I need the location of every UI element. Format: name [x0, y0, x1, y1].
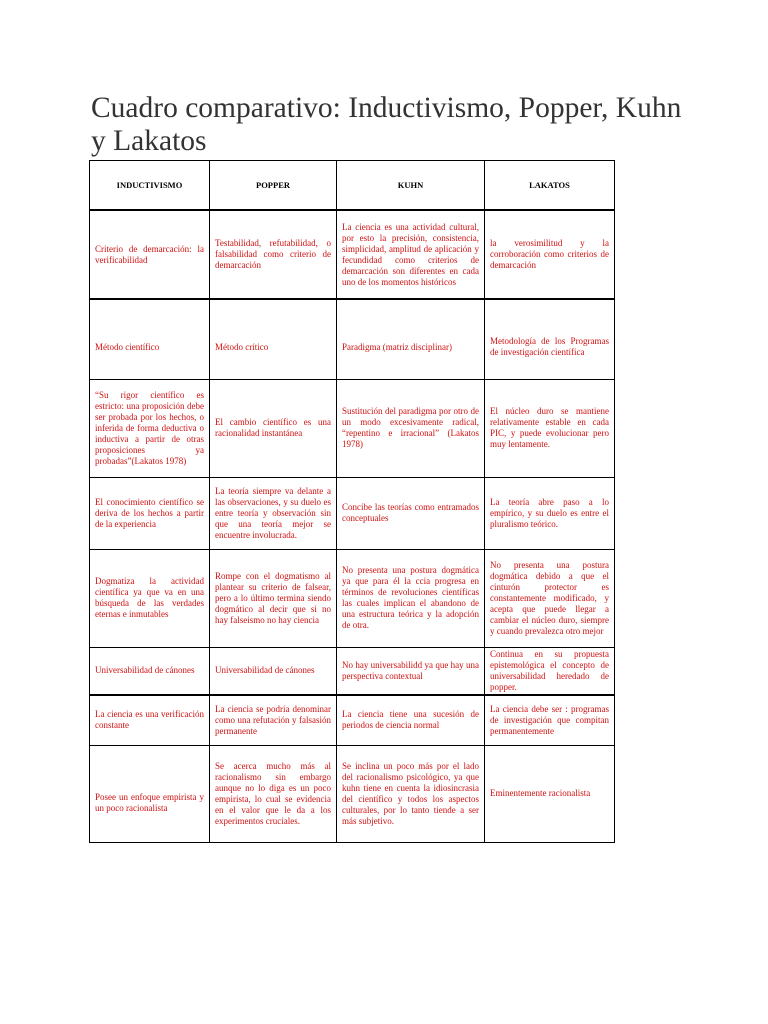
cell-kuhn: Concibe las teorías como entramados conceptuales	[337, 477, 485, 549]
cell-inductivismo: El conocimiento científico se deriva de los hechos a partir de la experiencia	[90, 477, 210, 549]
comparison-table	[89, 160, 615, 843]
cell-popper: El cambio científico es una racionalidad instantánea	[210, 379, 337, 477]
cell-inductivismo: La ciencia es una verificación constante	[90, 695, 210, 745]
cell-lakatos: El núcleo duro se mantiene relativamente estable en cada PIC, y puede evolucionar pero muy lentamente.	[485, 379, 615, 477]
cell-popper: Rompe con el dogmatismo al plantear su criterio de falsear, pero a lo último termina siendo dogmático al decir que si no hay falseismo no hay ciencia	[210, 549, 337, 647]
cell-inductivismo: Criterio de demarcación: la verificabilidad	[90, 210, 210, 299]
cell-lakatos: Metodología de los Programas de investigación científica	[485, 299, 615, 379]
cell-popper: La teoría siempre va delante a las observaciones, y su duelo es entre teoría y observación sin que una teoría mejor se encuentre involucrada.	[210, 477, 337, 549]
cell-popper: Método crítico	[210, 299, 337, 379]
header-kuhn: KUHN	[337, 161, 485, 211]
table-row	[90, 210, 615, 299]
table-row	[90, 647, 615, 695]
page-title: Cuadro comparativo: Inductivismo, Popper, Kuhn y Lakatos	[91, 92, 682, 157]
cell-kuhn: Se inclina un poco más por el lado del racionalismo psicológico, ya que kuhn tiene en cuenta la idiosincrasia del científico y todos los aspectos culturales, por lo tanto tiende a ser más subjetivo.	[337, 745, 485, 842]
table-row	[90, 379, 615, 477]
header-popper: POPPER	[210, 161, 337, 211]
table-header-row	[90, 161, 615, 211]
table-row	[90, 477, 615, 549]
cell-kuhn: No presenta una postura dogmática ya que para él la ccia progresa en términos de revoluciones científicas las cuales implican el abandono de una estructura teórica y la adopción de otra.	[337, 549, 485, 647]
cell-lakatos: La teoría abre paso a lo empírico, y su duelo es entre el pluralismo teórico.	[485, 477, 615, 549]
cell-lakatos: Continua en su propuesta epistemológica el concepto de universabilidad heredado de popper.	[485, 647, 615, 695]
table-row	[90, 695, 615, 745]
table-row	[90, 299, 615, 379]
cell-lakatos: No presenta una postura dogmática debido a que el cinturón protector es constantemente modificado, y acepta que puede llegar a cambiar el núcleo duro, siempre y cuando prevalezca otro mejor	[485, 549, 615, 647]
cell-kuhn: No hay universabilidd ya que hay una perspectiva contextual	[337, 647, 485, 695]
cell-kuhn: La ciencia tiene una sucesión de periodos de ciencia normal	[337, 695, 485, 745]
table-row	[90, 745, 615, 842]
cell-lakatos: la verosimilitud y la corroboración como criterios de demarcación	[485, 210, 615, 299]
cell-popper: Se acerca mucho más al racionalismo sin embargo aunque no lo diga es un poco empirista, lo cual se evidencia en el valor que le da a los experimentos cruciales.	[210, 745, 337, 842]
header-lakatos: LAKATOS	[485, 161, 615, 211]
cell-kuhn: Sustitución del paradigma por otro de un modo excesivamente radical, “repentino e irracional” (Lakatos 1978)	[337, 379, 485, 477]
cell-lakatos: Eminentemente racionalista	[485, 745, 615, 842]
cell-lakatos: La ciencia debe ser : programas de investigación que compitan permanentemente	[485, 695, 615, 745]
header-inductivismo: INDUCTIVISMO	[90, 161, 210, 211]
cell-inductivismo: “Su rigor científico es estricto: una proposición debe ser probada por los hechos, o inferida de forma deductiva o inductiva a partir de otras proposiciones ya probadas”(Lakatos 1978)	[90, 379, 210, 477]
cell-inductivismo: Dogmatiza la actividad científica ya que va en una búsqueda de las verdades eternas e inmutables	[90, 549, 210, 647]
cell-inductivismo: Método científico	[90, 299, 210, 379]
cell-kuhn: Paradigma (matriz disciplinar)	[337, 299, 485, 379]
cell-inductivismo: Universabilidad de cánones	[90, 647, 210, 695]
cell-inductivismo: Posee un enfoque empirista y un poco racionalista	[90, 745, 210, 842]
table-row	[90, 549, 615, 647]
cell-kuhn: La ciencia es una actividad cultural, por esto la precisión, consistencia, simplicidad, amplitud de aplicación y fecundidad como criterios de demarcación son diferentes en cada uno de los momentos históricos	[337, 210, 485, 299]
cell-popper: Testabilidad, refutabilidad, o falsabilidad como criterio de demarcación	[210, 210, 337, 299]
cell-popper: La ciencia se podría denominar como una refutación y falsasión permanente	[210, 695, 337, 745]
cell-popper: Universabilidad de cánones	[210, 647, 337, 695]
